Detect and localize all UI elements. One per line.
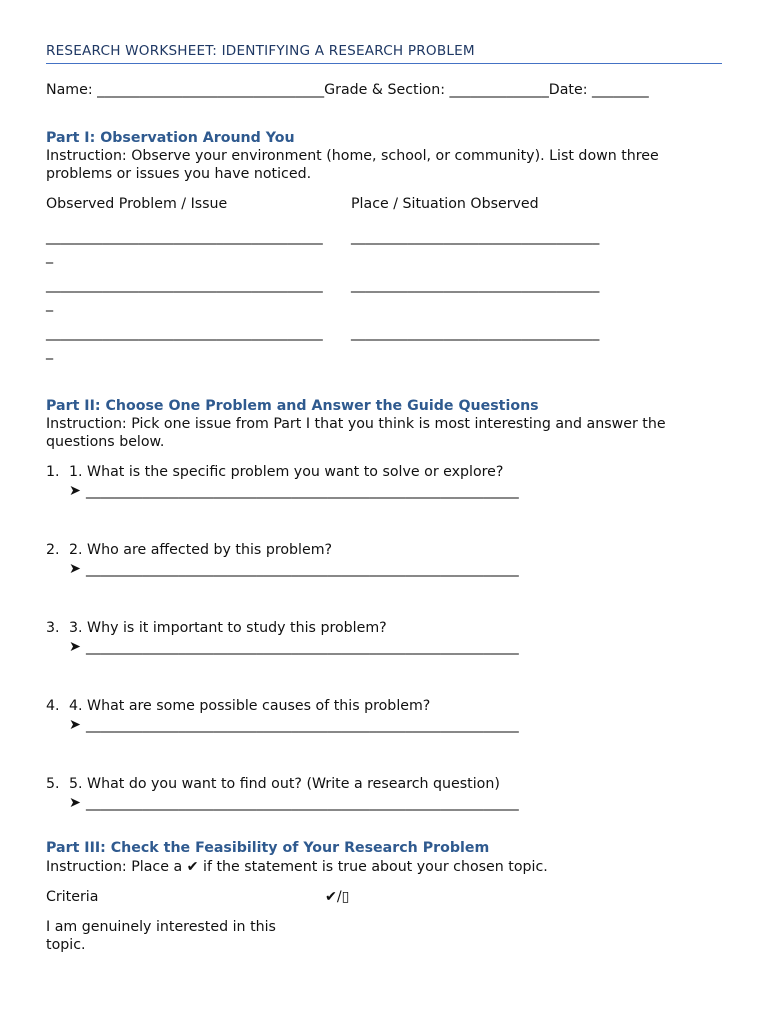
col-place-situation-header: Place / Situation Observed xyxy=(351,196,539,212)
question-number: 3. xyxy=(46,620,60,636)
question-text: 4. What are some possible causes of this problem? xyxy=(69,698,431,714)
place-observed-blank-2: ___________________________________ xyxy=(351,277,600,293)
question-text: 1. What is the specific problem you want to solve or explore? xyxy=(69,464,504,480)
check-column-header: ✔/▯ xyxy=(325,889,350,905)
arrow-bullet-icon: ➤ xyxy=(69,561,81,577)
question-number: 4. xyxy=(46,698,60,714)
answer-blank: _____________________________________________________________ xyxy=(86,483,519,499)
observed-problem-blank-tail-2: _ xyxy=(46,296,54,312)
observed-problem-blank-1: _______________________________________ xyxy=(46,229,323,245)
observed-problem-blank-2: _______________________________________ xyxy=(46,277,323,293)
question-number: 5. xyxy=(46,776,60,792)
arrow-bullet-icon: ➤ xyxy=(69,795,81,811)
observed-problem-blank-tail-3: _ xyxy=(46,344,54,360)
observed-problem-blank-3: _______________________________________ xyxy=(46,325,323,341)
part2-heading: Part II: Choose One Problem and Answer the Guide Questions xyxy=(46,398,539,414)
question-number: 1. xyxy=(46,464,60,480)
arrow-bullet-icon: ➤ xyxy=(69,717,81,733)
worksheet-title: RESEARCH WORKSHEET: IDENTIFYING A RESEARCH PROBLEM xyxy=(46,43,475,59)
student-info-line: Name: ________________________________Grade & Section: ______________Date: ________ xyxy=(46,82,649,98)
arrow-bullet-icon: ➤ xyxy=(69,639,81,655)
answer-blank: _____________________________________________________________ xyxy=(86,639,519,655)
part2-instruction: Instruction: Pick one issue from Part I that you think is most interesting and answer the questions below. xyxy=(46,416,666,450)
part3-instruction: Instruction: Place a ✔ if the statement is true about your chosen topic. xyxy=(46,859,548,875)
part1-instruction: Instruction: Observe your environment (home, school, or community). List down three problems or issues you have noticed. xyxy=(46,148,659,182)
answer-blank: _____________________________________________________________ xyxy=(86,717,519,733)
place-observed-blank-3: ___________________________________ xyxy=(351,325,600,341)
criteria-item: I am genuinely interested in this topic. xyxy=(46,919,276,953)
col-observed-problem-header: Observed Problem / Issue xyxy=(46,196,228,212)
arrow-bullet-icon: ➤ xyxy=(69,483,81,499)
answer-blank: _____________________________________________________________ xyxy=(86,795,519,811)
observed-problem-blank-tail-1: _ xyxy=(46,248,54,264)
question-number: 2. xyxy=(46,542,60,558)
criteria-header: Criteria xyxy=(46,889,99,905)
question-text: 2. Who are affected by this problem? xyxy=(69,542,333,558)
place-observed-blank-1: ___________________________________ xyxy=(351,229,600,245)
question-text: 5. What do you want to find out? (Write a research question) xyxy=(69,776,500,792)
part1-heading: Part I: Observation Around You xyxy=(46,130,295,146)
question-text: 3. Why is it important to study this problem? xyxy=(69,620,387,636)
part3-heading: Part III: Check the Feasibility of Your Research Problem xyxy=(46,840,490,856)
title-rule xyxy=(46,63,722,64)
answer-blank: _____________________________________________________________ xyxy=(86,561,519,577)
